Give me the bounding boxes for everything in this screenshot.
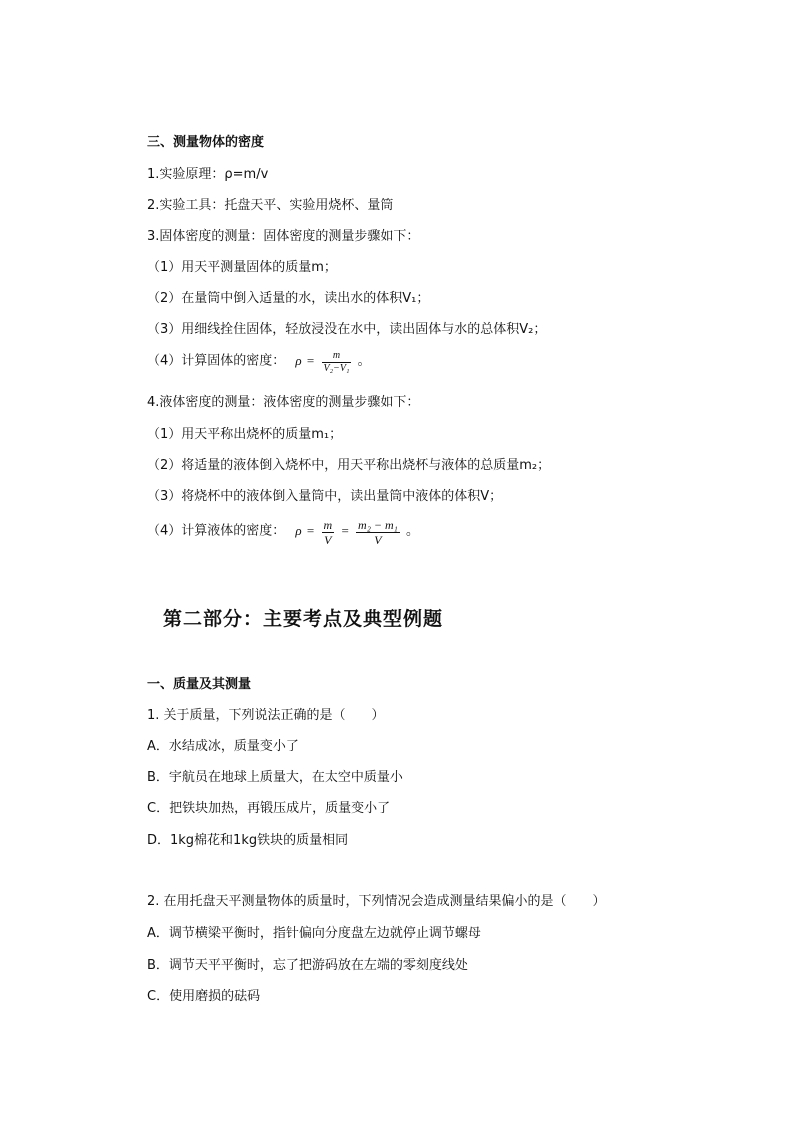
- question-2: 2. 在用托盘天平测量物体的质量时，下列情况会造成测量结果偏小的是（ ）: [147, 894, 606, 909]
- fraction-denominator: V: [324, 532, 332, 547]
- equals-sign: =: [306, 353, 315, 368]
- solid-step-4-label: （4）计算固体的密度：: [147, 353, 286, 369]
- q1-option-c: C．把铁块加热，再锻压成片，质量变小了: [147, 801, 391, 816]
- liquid-step-4-label: （4）计算液体的密度：: [147, 523, 286, 539]
- q1-option-d: D．1kg棉花和1kg铁块的质量相同: [147, 833, 349, 848]
- rho-symbol: ρ: [295, 353, 302, 368]
- solid-step-4: [147, 346, 371, 377]
- formula-end: 。: [357, 353, 371, 369]
- q1-option-b: B．宇航员在地球上质量大，在太空中质量小: [147, 770, 403, 785]
- solid-step-2: （2）在量筒中倒入适量的水，读出水的体积V₁；: [147, 291, 430, 306]
- equals-sign: =: [306, 523, 315, 538]
- fraction: [356, 518, 400, 547]
- solid-step-3: （3）用细线拴住固体，轻放浸没在水中，读出固体与水的总体积V₂；: [147, 322, 547, 337]
- fraction-denominator: V₂−V₁: [323, 362, 350, 374]
- q2-option-c: C．使用磨损的砝码: [147, 989, 261, 1004]
- q2-option-a: A．调节横梁平衡时，指针偏向分度盘左边就停止调节螺母: [147, 926, 481, 941]
- fraction-numerator: m₂ − m₁: [358, 517, 398, 532]
- solid-step-1: （1）用天平测量固体的质量m；: [147, 260, 337, 275]
- tools-line: 2.实验工具：托盘天平、实验用烧杯、量筒: [147, 198, 394, 213]
- part2-title: 第二部分：主要考点及典型例题: [163, 608, 444, 630]
- section3-heading: 三、测量物体的密度: [147, 135, 265, 150]
- rho-symbol: ρ: [295, 523, 302, 538]
- principle-line: 1.实验原理：ρ=m/v: [147, 167, 269, 182]
- q2-option-b: B．调节天平平衡时，忘了把游码放在左端的零刻度线处: [147, 958, 468, 973]
- liquid-step-4: [147, 514, 419, 549]
- fraction: [322, 350, 352, 375]
- liquid-step-3: （3）将烧杯中的液体倒入量筒中，读出量筒中液体的体积V；: [147, 489, 503, 504]
- q1-option-a: A．水结成冰，质量变小了: [147, 739, 299, 754]
- question-1: 1. 关于质量，下列说法正确的是（ ）: [147, 708, 385, 723]
- fraction-numerator: m: [322, 350, 352, 363]
- fraction: [322, 518, 335, 547]
- liquid-intro-line: 4.液体密度的测量：液体密度的测量步骤如下：: [147, 395, 420, 410]
- solid-intro-line: 3.固体密度的测量：固体密度的测量步骤如下：: [147, 229, 420, 244]
- solid-density-formula: [295, 346, 353, 376]
- liquid-step-1: （1）用天平称出烧杯的质量m₁；: [147, 427, 343, 442]
- liquid-density-formula: [295, 514, 401, 548]
- equals-sign: =: [341, 523, 349, 538]
- liquid-step-2: （2）将适量的液体倒入烧杯中，用天平称出烧杯与液体的总质量m₂；: [147, 458, 551, 473]
- formula-end: 。: [405, 523, 419, 539]
- section1-heading: 一、质量及其测量: [147, 677, 252, 692]
- fraction-numerator: m: [323, 517, 333, 532]
- fraction-denominator: V: [374, 532, 382, 547]
